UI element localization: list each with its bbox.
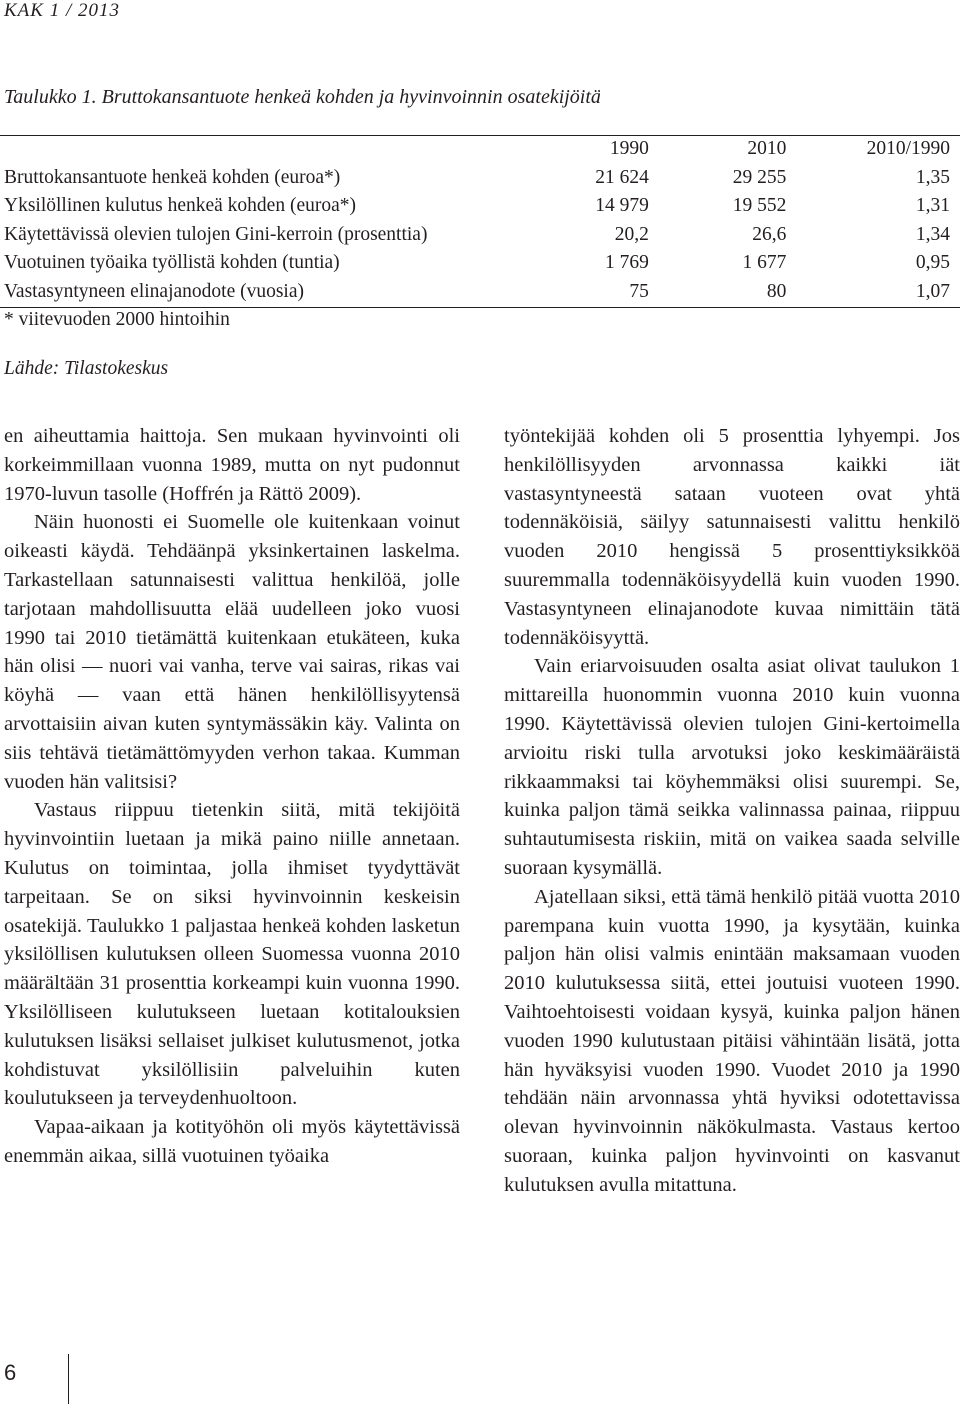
journal-header: KAK 1 / 2013 <box>4 0 120 21</box>
table-cell: 29 255 <box>732 166 787 188</box>
table-cell: 26,6 <box>752 223 787 245</box>
row-label: Käytettävissä olevien tulojen Gini-kerroin (prosenttia) <box>4 223 428 245</box>
table-row <box>0 164 960 193</box>
paragraph: Vain eriarvoisuuden osalta asiat olivat taulukon 1 mittareilla huonommin vuonna 2010 kuin vuonna 1990. Käytettävissä olevien tulojen Gini-kertoimella arvioitu riski tulla arvotuksi joko keskimääräistä rikkaammaksi tai köyhemmäksi olisi suurempi. Se, kuinka paljon tämä seikka valinnassa painaa, riippuu suhtautumisesta riskiin, mitä on vaikea saada selville suoraan kysymällä. <box>504 655 960 879</box>
paragraph: työntekijää kohden oli 5 prosenttia lyhyempi. Jos henkilöllisyyden arvonnassa kaikki iät vastasyntyneestä sataan vuoteen ovat yhtä todennäköisiä, säilyy satunnaisesti valittu henkilö vuoden 2010 hengissä 5 prosenttiyksikköä suuremmalla todennäköisyydellä kuin vuoden 1990. Vastasyntyneen elinajanodote kuvaa nimittäin tätä todennäköisyyttä. <box>504 425 960 649</box>
table-header-cell: 1990 <box>609 138 649 159</box>
paragraph: en aiheuttamia haittoja. Sen mukaan hyvinvointi oli korkeimmillaan vuonna 1989, mutta on nyt pudonnut 1970-luvun tasolle (Hoffrén ja Rättö 2009). <box>4 425 460 505</box>
page-number-rule <box>68 1354 69 1404</box>
table-cell: 1,34 <box>915 223 950 245</box>
page-number: 6 <box>4 1360 17 1385</box>
paragraph: Ajatellaan siksi, että tämä henkilö pitää vuotta 2010 parempana kuin vuotta 1990, ja kysytään, kuinka paljon hän olisi valmis enintään maksamaan vuoden 2010 kulutuksessa siitä, ettei joutuisi vuoteen 1990. Vaihtoehtoisesti voidaan kysyä, kuinka paljon hänen vuoden 1990 kulutustaan pitäisi vähintään lisätä, jotta hän hyväksyisi vuoden 1990. Vuodet 2010 ja 1990 tehdään näin arvonnassa yhtä hyviksi odotettavissa olevan hyvinvoinnin näkökulmasta. Vastaus kertoo suoraan, kuinka paljon hyvinvointi on kasvanut kulutuksen avulla mitattuna. <box>504 885 960 1196</box>
paragraph: Vapaa-aikaan ja kotityöhön oli myös käytettävissä enemmän aikaa, sillä vuotuinen työaika <box>4 1116 460 1167</box>
row-label: Yksilöllinen kulutus henkeä kohden (euroa*) <box>4 195 356 216</box>
table-cell: 14 979 <box>595 195 649 216</box>
statistics-table <box>0 135 960 306</box>
table-cell: 1,35 <box>915 166 950 188</box>
row-label: Vastasyntyneen elinajanodote (vuosia) <box>4 280 304 302</box>
table-source: Lähde: Tilastokeskus <box>4 358 169 379</box>
table-cell: 1 769 <box>605 252 649 273</box>
table-cell: 20,2 <box>614 223 649 245</box>
table-header-row <box>0 135 960 164</box>
table-cell: 21 624 <box>595 166 649 188</box>
table-row <box>0 192 960 221</box>
row-label: Vuotuinen työaika työllistä kohden (tuntia) <box>4 252 340 273</box>
table-header-cell <box>0 135 502 164</box>
table-cell: 80 <box>766 280 787 302</box>
table-caption: Taulukko 1. Bruttokansantuote henkeä kohden ja hyvinvoinnin osatekijöitä <box>4 86 601 108</box>
table-header-cell: 2010 <box>747 138 787 159</box>
row-label: Bruttokansantuote henkeä kohden (euroa*) <box>4 166 341 188</box>
table-row <box>0 221 960 250</box>
paragraph: Näin huonosti ei Suomelle ole kuitenkaan voinut oikeasti käydä. Tehdäänpä yksinkertainen laskelma. Tarkastellaan satunnaisesti valittua henkilöä, jolle tarjotaan mahdollisuutta elää uudelleen joko vuosi 1990 tai 2010 tietämättä kuitenkaan etukäteen, kuka hän olisi — nuori vai vanha, terve vai sairas, rikas vai köyhä — vaan että hänen henkilöllisyytensä arvottaisiin aivan kuten syntymässäkin käy. Valinta on siis tehtävä tietämättömyyden verhon takaa. Kumman vuoden hän valitsisi? <box>4 511 460 793</box>
right-text-column <box>504 422 960 1200</box>
table-cell: 1,07 <box>915 280 950 302</box>
table-cell: 1 677 <box>742 252 787 273</box>
table-cell: 75 <box>629 280 649 302</box>
table-cell: 1,31 <box>915 195 950 216</box>
table-cell: 0,95 <box>915 252 950 273</box>
left-text-column <box>4 422 460 1171</box>
table-row <box>0 278 960 307</box>
paragraph: Vastaus riippuu tietenkin siitä, mitä tekijöitä hyvinvointiin luetaan ja mikä paino niille annetaan. Kulutus on toimintaa, jolla ihmiset tyydyttävät tarpeitaan. Se on siksi hyvinvoinnin keskeisin osatekijä. Taulukko 1 paljastaa henkeä kohden lasketun yksilöllisen kulutuksen olleen Suomessa vuonna 2010 määrältään 31 prosenttia korkeampi kuin vuonna 1990. Yksilölliseen kulutukseen luetaan kotitalouksien kulutuksen lisäksi sellaiset julkiset kulutusmenot, jotka kohdistuvat yksilöllisiin palveluihin kuten koulutukseen ja terveydenhuoltoon. <box>4 799 460 1110</box>
table-cell: 19 552 <box>732 195 787 216</box>
table-footnote: * viitevuoden 2000 hintoihin <box>4 309 230 330</box>
table-header-cell: 2010/1990 <box>866 138 950 159</box>
table-row <box>0 249 960 278</box>
